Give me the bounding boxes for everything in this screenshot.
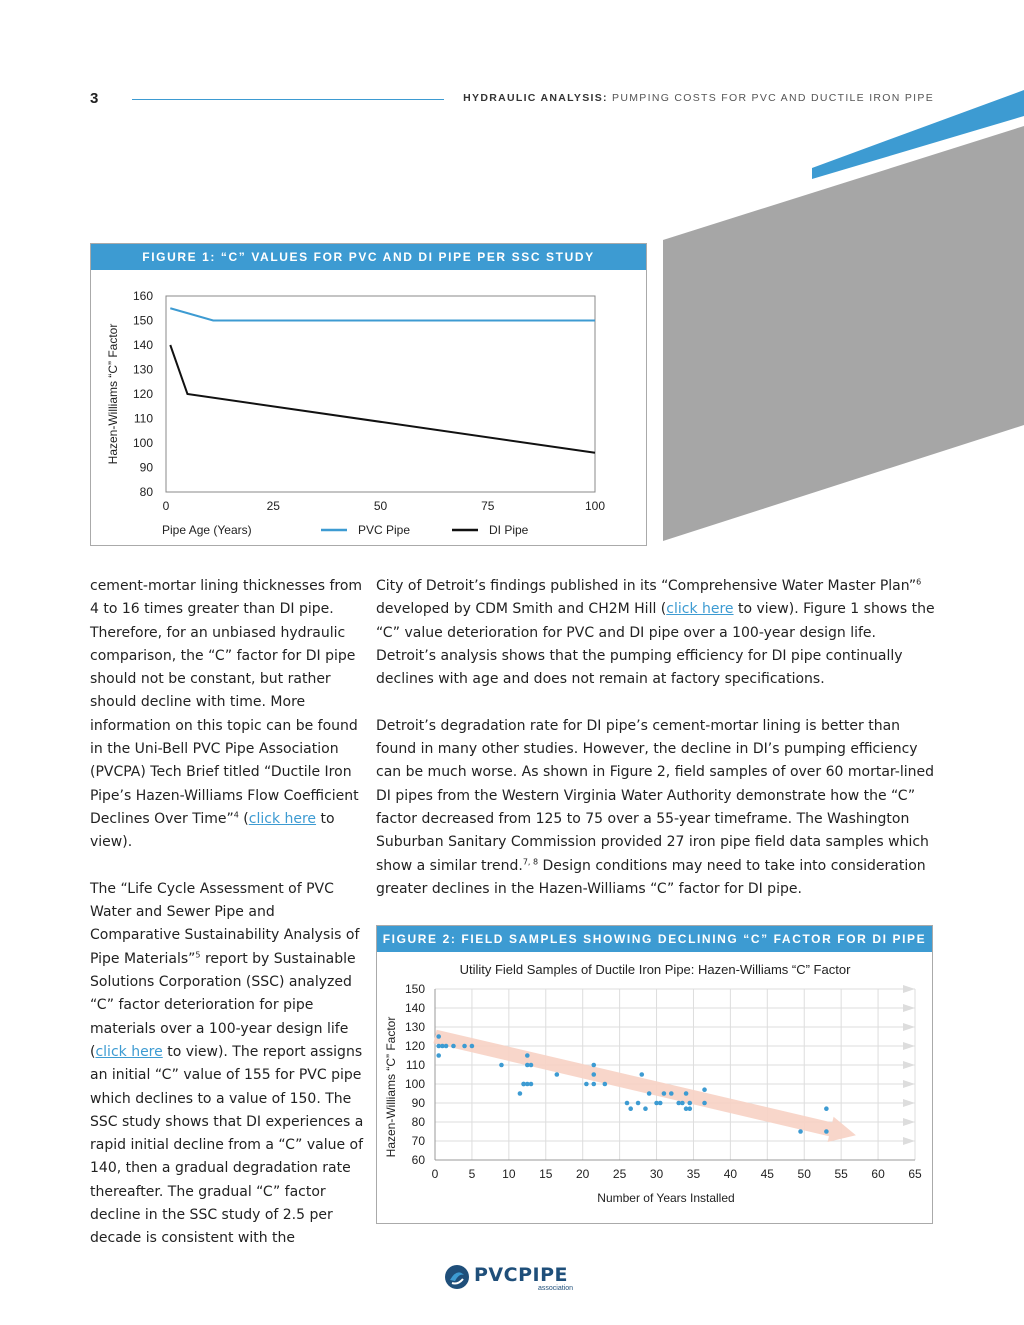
x-tick-label: 10 [502, 1167, 516, 1181]
x-tick-label: 25 [266, 499, 280, 513]
figure-1-chart [91, 270, 645, 544]
data-point [591, 1063, 596, 1068]
y-tick-label: 120 [132, 387, 153, 401]
x-tick-label: 5 [468, 1167, 476, 1181]
x-tick-label: 0 [162, 499, 170, 513]
y-tick-label: 120 [404, 1039, 425, 1053]
right-text-column [376, 575, 936, 924]
footnote-5: 5 [195, 950, 201, 960]
x-tick-label: 20 [576, 1167, 590, 1181]
trend-arrow [433, 1030, 856, 1142]
x-tick-label: 15 [539, 1167, 553, 1181]
gridline-arrowhead [903, 1004, 915, 1012]
figure-2-chart [377, 952, 931, 1222]
data-point [436, 1034, 441, 1039]
gridline-arrowhead [903, 1023, 915, 1031]
data-point [529, 1082, 534, 1087]
data-point [647, 1091, 652, 1096]
x-tick-label: 45 [760, 1167, 774, 1181]
y-tick-label: 140 [132, 338, 153, 352]
legend-di-label: DI Pipe [489, 523, 529, 537]
data-point [643, 1106, 648, 1111]
right-p2-text: Detroit’s degradation rate for DI pipe’s cement-mortar lining is better than found in many other studies. However, the decline in DI’s pumping efficiency can be much worse. As shown in Figure 2, field samples of over 60 mortar-lined DI pipes from the Western Virginia Water Authority demonstrate how the “C” factor decreased from 125 to 75 over a 55-year timeframe. The Washington Suburban Sanitary Commission provided 27 iron pipe field data samples which show a similar trend. [376, 717, 934, 874]
x-tick-label: 60 [871, 1167, 885, 1181]
data-point [603, 1082, 608, 1087]
y-tick-label: 90 [411, 1096, 425, 1110]
figure-1 [90, 243, 647, 546]
x-tick-label: 50 [373, 499, 388, 513]
gray-block [663, 126, 1024, 541]
gridline-arrowhead [903, 1042, 915, 1050]
chart-title: Utility Field Samples of Ductile Iron Pipe: Hazen-Williams “C” Factor [459, 962, 851, 977]
data-point [436, 1053, 441, 1058]
logo-subtext: association [538, 1285, 574, 1292]
di-pipe-line [170, 345, 595, 453]
data-point [702, 1101, 707, 1106]
y-axis-label: Hazen-Williams “C” Factor [384, 1016, 398, 1158]
data-point [636, 1101, 641, 1106]
y-tick-label: 140 [404, 1001, 425, 1015]
click-here-link-3[interactable]: click here [666, 601, 734, 618]
x-tick-label: 75 [481, 499, 495, 513]
figure-2 [376, 925, 933, 1224]
left-p1-end: to view). [90, 810, 335, 851]
figure-1-heading: FIGURE 1: “C” VALUES FOR PVC AND DI PIPE PER SSC STUDY [91, 244, 646, 270]
data-point [702, 1087, 707, 1092]
data-point [555, 1072, 560, 1077]
x-tick-label: 25 [612, 1167, 627, 1181]
left-p2-end: to view). The report assigns an initial “C” value of 155 for PVC pipe which declines to a value of 150. The SSC study shows that DI experiences a rapid initial decline from a “C” value of 140, then a gradual degradation rate thereafter. The gradual “C” factor decline in the SSC study of 2.5 per decade is consistent with the [90, 1043, 364, 1247]
data-point [499, 1063, 504, 1068]
y-tick-label: 150 [404, 982, 425, 996]
data-point [529, 1063, 534, 1068]
data-point [684, 1091, 689, 1096]
data-point [444, 1044, 449, 1049]
gridline-arrowhead [903, 1118, 915, 1126]
pvcpipe-logo [444, 1262, 584, 1294]
left-p1-text: cement-mortar lining thicknesses from 4 to 16 times greater than DI pipe. Therefore, for an unbiased hydraulic comparison, the “C” factor for DI pipe should not be constant, but rather should decline with time. More information on this topic can be found in the Uni-Bell PVC Pipe Association (PVCPA) Tech Brief titled “Ductile Iron Pipe’s Hazen-Williams Flow Coefficient Declines Over Time” [90, 578, 363, 827]
data-point [470, 1044, 475, 1049]
data-point [518, 1091, 523, 1096]
x-tick-label: 65 [908, 1167, 922, 1181]
footnote-6: 6 [916, 577, 922, 587]
footnote-7-8: 7, 8 [522, 856, 539, 866]
gridline-arrowhead [903, 1061, 915, 1069]
footnote-4: 4 [233, 810, 239, 820]
right-p1-text-b: developed by CDM Smith and CH2M Hill ( [376, 601, 667, 618]
data-point [584, 1082, 589, 1087]
gridline-arrowhead [903, 1099, 915, 1107]
data-point [639, 1072, 644, 1077]
y-tick-label: 80 [139, 485, 153, 499]
logo-mark-icon [444, 1264, 470, 1290]
right-paragraph-2 [376, 715, 936, 901]
running-header-rest: PUMPING COSTS FOR PVC AND DUCTILE IRON PIPE [607, 92, 934, 104]
page-number: 3 [90, 90, 99, 107]
x-tick-label: 55 [834, 1167, 848, 1181]
data-point [462, 1044, 467, 1049]
left-text-column [90, 575, 365, 1274]
data-point [525, 1053, 530, 1058]
click-here-link-2[interactable]: click here [95, 1043, 163, 1060]
y-tick-label: 130 [404, 1020, 425, 1034]
x-tick-label: 100 [584, 499, 606, 513]
data-point [451, 1044, 456, 1049]
x-tick-label: 0 [431, 1167, 439, 1181]
running-header-bold: HYDRAULIC ANALYSIS: [463, 92, 608, 104]
left-paragraph-2 [90, 878, 365, 1251]
left-paragraph-1 [90, 575, 365, 855]
data-point [628, 1106, 633, 1111]
y-tick-label: 130 [132, 362, 153, 377]
y-tick-label: 100 [132, 436, 153, 450]
right-p2-end: Design conditions may need to take into consideration greater declines in the Hazen-Williams “C” factor for DI pipe. [376, 857, 926, 897]
y-tick-label: 100 [404, 1077, 425, 1091]
x-tick-label: 30 [649, 1167, 664, 1181]
right-p1-end: to view). Figure 1 shows the “C” value deterioration for PVC and DI pipe over a 100-year design life. Detroit’s analysis shows that the pumping efficiency for DI pipe continually declines with age and does not remain at factory specifications. [376, 601, 935, 688]
logo-wordmark: PVCPIPE [474, 1264, 568, 1286]
data-point [591, 1082, 596, 1087]
data-point [625, 1101, 630, 1106]
y-tick-label: 150 [132, 313, 153, 328]
left-p2-text-b: report by Sustainable Solutions Corporation (SSC) analyzed “C” factor deterioration for pipe materials over a 100-year design life ( [90, 950, 356, 1060]
data-point [687, 1106, 692, 1111]
y-tick-label: 80 [411, 1115, 425, 1129]
data-point [662, 1091, 667, 1096]
data-point [824, 1106, 829, 1111]
y-tick-label: 70 [411, 1134, 425, 1148]
gridline-arrowhead [903, 985, 915, 993]
y-axis-label: Hazen-Williams “C” Factor [106, 323, 120, 465]
x-tick-label: 40 [723, 1167, 738, 1181]
right-p1-text: City of Detroit’s findings published in its “Comprehensive Water Master Plan” [376, 578, 917, 594]
figure-2-heading: FIGURE 2: FIELD SAMPLES SHOWING DECLINING “C” FACTOR FOR DI PIPE [377, 926, 932, 952]
x-axis-label: Number of Years Installed [597, 1191, 735, 1205]
x-tick-label: 50 [797, 1167, 811, 1181]
y-tick-label: 110 [405, 1058, 425, 1072]
left-p1-open: ( [238, 810, 249, 827]
right-paragraph-1 [376, 575, 936, 691]
left-p2-text: The “Life Cycle Assessment of PVC Water and Sewer Pipe and Comparative Sustainability Analysis of Pipe Materials” [90, 880, 360, 967]
y-tick-label: 160 [132, 289, 153, 303]
y-tick-label: 110 [133, 411, 153, 426]
data-point [658, 1101, 663, 1106]
x-axis-label: Pipe Age (Years) [162, 523, 252, 537]
legend-pvc-label: PVC Pipe [358, 523, 411, 537]
data-point [669, 1091, 674, 1096]
data-point [687, 1101, 692, 1106]
data-point [824, 1129, 829, 1134]
data-point [680, 1101, 685, 1106]
click-here-link-1[interactable]: click here [248, 810, 317, 827]
plot-frame [166, 296, 595, 492]
pvc-pipe-line [170, 308, 595, 320]
data-point [591, 1072, 596, 1077]
data-point [798, 1129, 803, 1134]
gridline-arrowhead [903, 1137, 915, 1145]
y-tick-label: 60 [411, 1153, 425, 1167]
x-tick-label: 35 [686, 1167, 701, 1181]
y-tick-label: 90 [139, 460, 153, 475]
gridline-arrowhead [903, 1080, 915, 1088]
